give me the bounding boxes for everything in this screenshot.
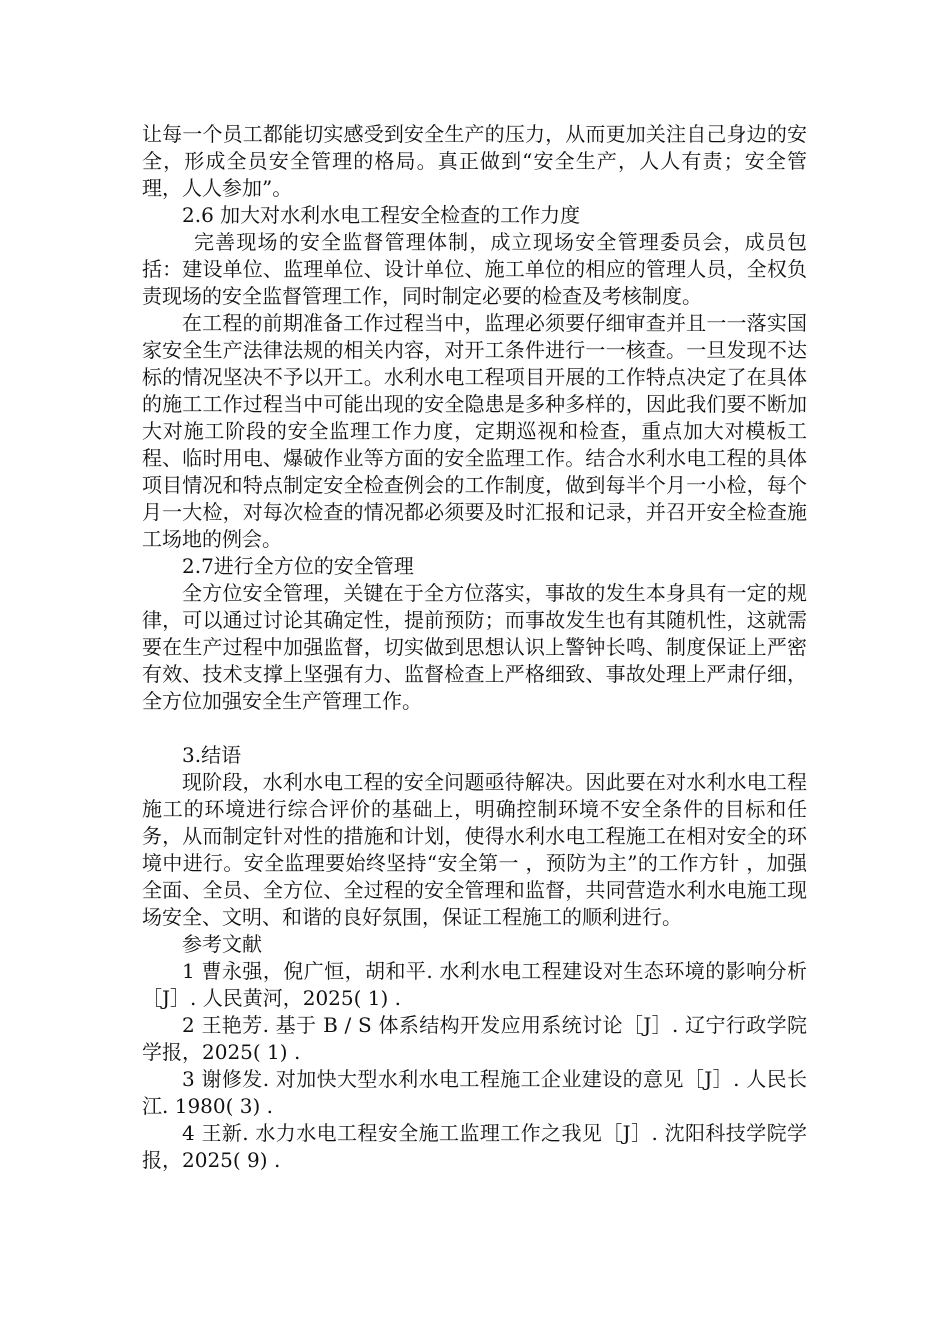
- reference-item: 3 谢修发. 对加快大型水利水电工程施工企业建设的意见［J］. 人民长江. 1980( 3) .: [142, 1067, 807, 1118]
- reference-item: 1 曹永强，倪广恒，胡和平. 水利水电工程建设对生态环境的影响分析［J］. 人民黄河，2025( 1) .: [142, 959, 807, 1010]
- section-spacer: [142, 715, 807, 742]
- section-2-6-paragraph-2: 在工程的前期准备工作过程当中，监理必须要仔细审查并且一一落实国家安全生产法律法规的相关内容，对开工条件进行一一核查。一旦发现不达标的情况坚决不予以开工。水利水电工程项目开展的工作特点决定了在具体的施工工作过程当中可能出现的安全隐患是多种多样的，因此我们要不断加大对施工阶段的安全监理工作力度，定期巡视和检查，重点加大对模板工程、临时用电、爆破作业等方面的安全监理工作。结合水利水电工程的具体项目情况和特点制定安全检查例会的工作制度，做到每半个月一小检，每个月一大检，对每次检查的情况都必须要及时汇报和记录，并召开安全检查施工场地的例会。: [142, 311, 807, 551]
- reference-item: 4 王新. 水力水电工程安全施工监理工作之我见［J］. 沈阳科技学院学报，2025( 9) .: [142, 1121, 807, 1172]
- section-2-6-paragraph-1: 完善现场的安全监督管理体制，成立现场安全管理委员会，成员包括：建设单位、监理单位、设计单位、施工单位的相应的管理人员，全权负责现场的安全监督管理工作，同时制定必要的检查及考核制度。: [142, 230, 807, 308]
- section-2-7-heading: 2.7进行全方位的安全管理: [182, 554, 414, 578]
- references-heading: 参考文献: [182, 932, 262, 956]
- reference-item: 2 王艳芳. 基于 B / S 体系结构开发应用系统讨论［J］. 辽宁行政学院学报，2025( 1) .: [142, 1013, 807, 1064]
- section-2-6-heading: 2.6 加大对水利水电工程安全检查的工作力度: [182, 203, 581, 227]
- section-3-heading: 3.结语: [182, 743, 242, 767]
- section-3-paragraph-1: 现阶段，水利水电工程的安全问题亟待解决。因此要在对水利水电工程施工的环境进行综合评价的基础上，明确控制环境不安全条件的目标和任务，从而制定针对性的措施和计划，使得水利水电工程施工在相对安全的环境中进行。安全监理要始终坚持“安全第一 ，预防为主”的工作方针 ，加强全面、全员、全方位、全过程的安全管理和监督，共同营造水利水电施工现场安全、文明、和谐的良好氛围，保证工程施工的顺利进行。: [142, 770, 807, 929]
- section-2-7-paragraph-1: 全方位安全管理，关键在于全方位落实，事故的发生本身具有一定的规律，可以通过讨论其确定性，提前预防；而事故发生也有其随机性，这就需要在生产过程中加强监督，切实做到思想认识上警钟长鸣、制度保证上严密有效、技术支撑上坚强有力、监督检查上严格细致、事故处理上严肃仔细，全方位加强安全生产管理工作。: [142, 581, 807, 713]
- intro-paragraph: 让每一个员工都能切实感受到安全生产的压力，从而更加关注自己身边的安全，形成全员安全管理的格局。真正做到“安全生产，人人有责；安全管理，人人参加”。: [142, 122, 807, 200]
- document-page: [142, 121, 807, 1174]
